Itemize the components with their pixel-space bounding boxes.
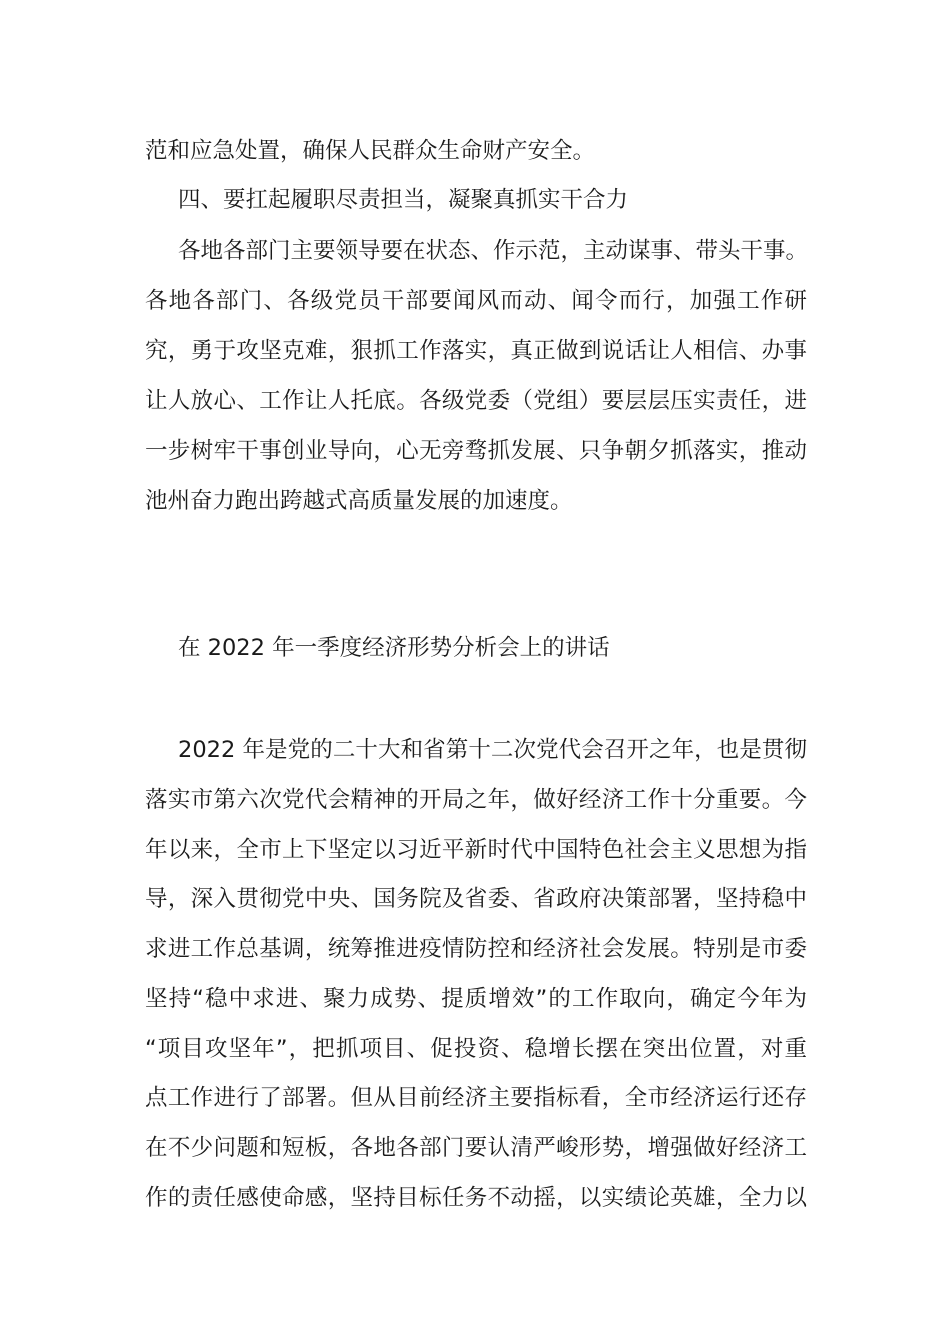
paragraph-line: “项目攻坚年”，把抓项目、促投资、稳增长摆在突出位置，对重: [145, 1036, 807, 1062]
paragraph-line: 点工作进行了部署。但从目前经济主要指标看，全市经济运行还存: [145, 1085, 807, 1111]
speech-title: 在 2022 年一季度经济形势分析会上的讲话: [178, 635, 610, 661]
paragraph-line: 年以来，全市上下坚定以习近平新时代中国特色社会主义思想为指: [145, 837, 807, 863]
paragraph-line: 池州奋力跑出跨越式高质量发展的加速度。: [145, 488, 573, 514]
paragraph-line: 2022 年是党的二十大和省第十二次党代会召开之年，也是贯彻: [178, 737, 807, 763]
paragraph-line: 坚持“稳中求进、聚力成势、提质增效”的工作取向，确定今年为: [145, 986, 807, 1012]
paragraph-line: 导，深入贯彻党中央、国务院及省委、省政府决策部署，坚持稳中: [145, 886, 807, 912]
paragraph-line: 在不少问题和短板，各地各部门要认清严峻形势，增强做好经济工: [145, 1135, 807, 1161]
paragraph-line: 各地各部门主要领导要在状态、作示范，主动谋事、带头干事。: [178, 238, 809, 264]
paragraph-line: 落实市第六次党代会精神的开局之年，做好经济工作十分重要。今: [145, 787, 807, 813]
paragraph-line: 让人放心、工作让人托底。各级党委（党组）要层层压实责任，进: [145, 388, 807, 414]
paragraph-line: 求进工作总基调，统筹推进疫情防控和经济社会发展。特别是市委: [145, 936, 807, 962]
paragraph-line: 各地各部门、各级党员干部要闻风而动、闻令而行，加强工作研: [145, 288, 807, 314]
paragraph-line: 一步树牢干事创业导向，心无旁骛抓发展、只争朝夕抓落实，推动: [145, 438, 807, 464]
paragraph-tail-line: 范和应急处置，确保人民群众生命财产安全。: [145, 138, 596, 164]
paragraph-line: 究，勇于攻坚克难，狠抓工作落实，真正做到说话让人相信、办事: [145, 338, 807, 364]
paragraph-line: 作的责任感使命感，坚持目标任务不动摇，以实绩论英雄，全力以: [145, 1185, 807, 1211]
section-heading: 四、要扛起履职尽责担当，凝聚真抓实干合力: [178, 187, 629, 213]
